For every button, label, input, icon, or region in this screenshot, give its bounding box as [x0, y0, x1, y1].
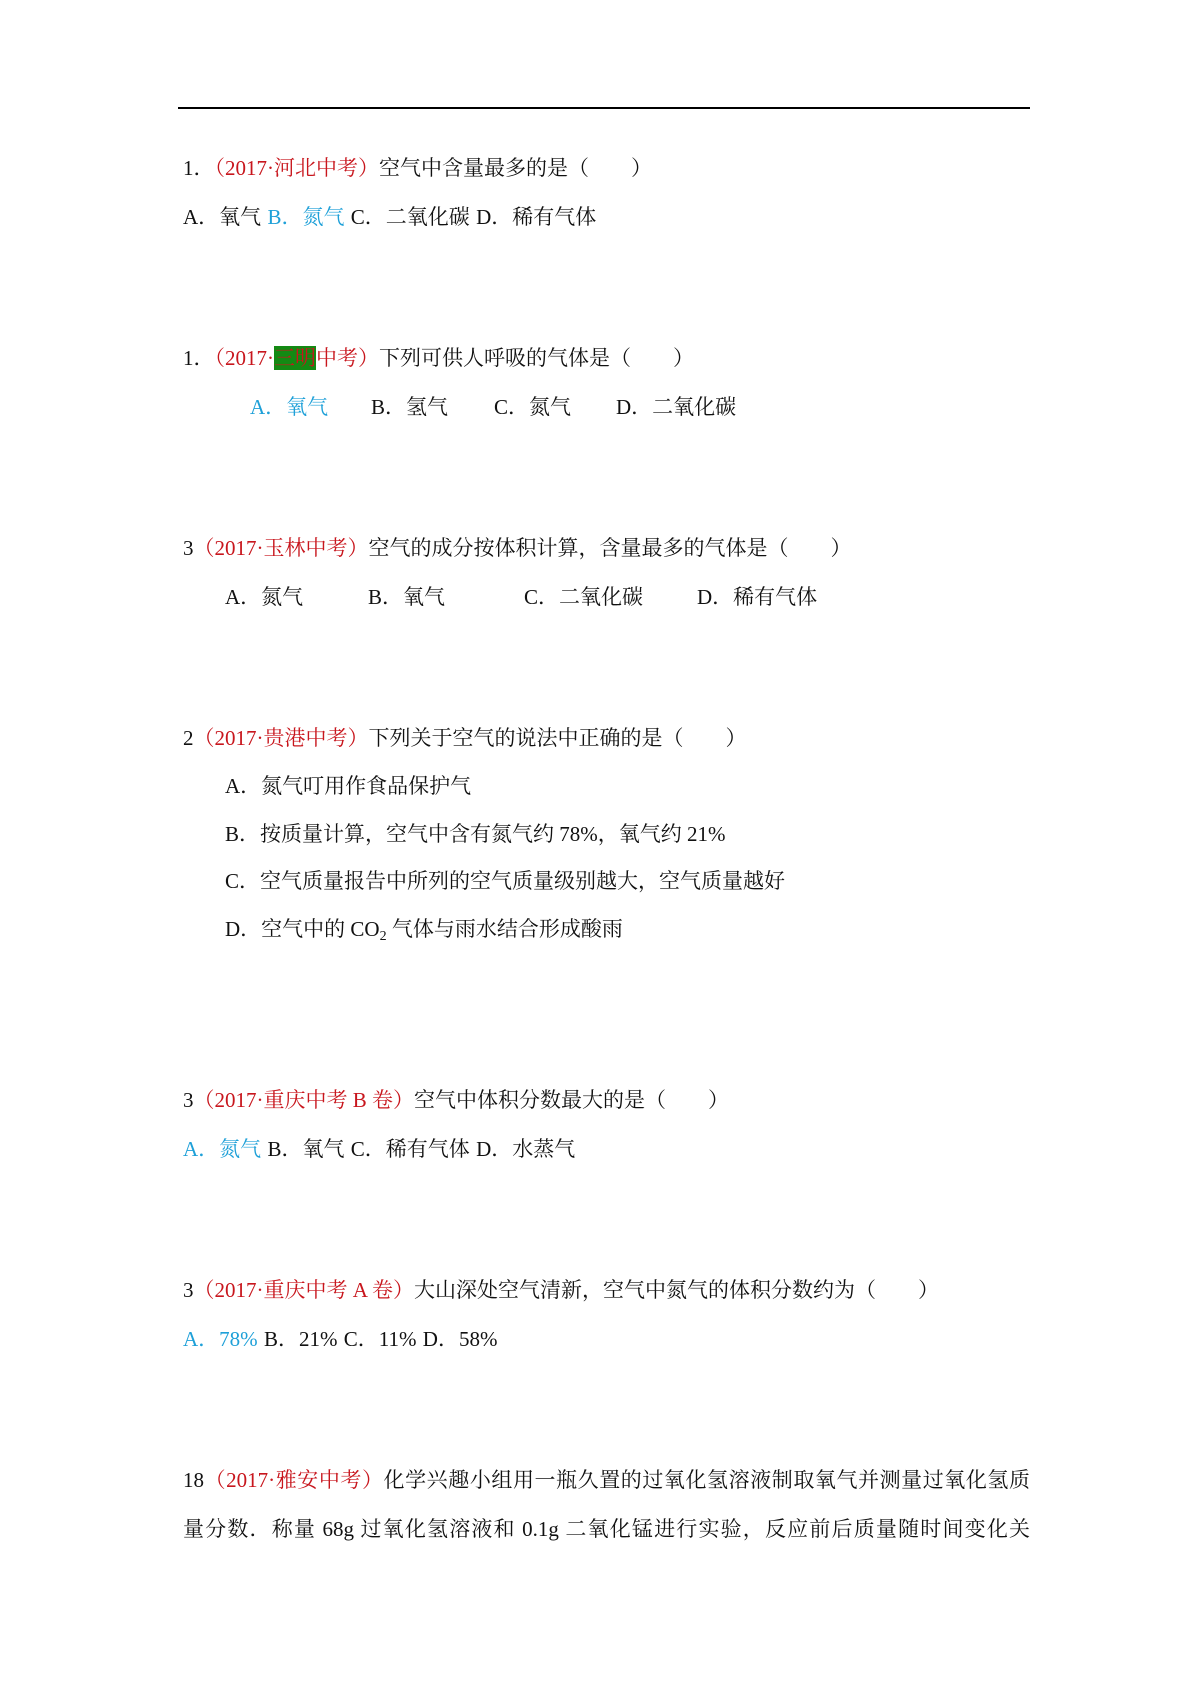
option-d: D．稀有气体 [476, 205, 597, 229]
question-4-option-d [225, 914, 623, 944]
option-a-answer: A．氮气 [183, 1137, 262, 1161]
option-c: C．11% [343, 1327, 417, 1351]
option-d: D．水蒸气 [476, 1137, 576, 1161]
question-source [215, 346, 380, 370]
question-source: （2017·重庆中考 B 卷） [193, 1088, 414, 1112]
option-a-answer: A．78% [183, 1327, 258, 1351]
question-source: （2017·贵港中考） [193, 726, 369, 750]
question-text: 空气中含量最多的是（ ） [379, 156, 652, 180]
question-4-option-c: C．空气质量报告中所列的空气质量级别越大，空气质量越好 [225, 869, 786, 893]
question-7-stem-line-1 [183, 1465, 1030, 1495]
question-2-stem [183, 343, 694, 373]
option-b: B．氢气 [371, 395, 449, 419]
question-4-option-b: B．按质量计算，空气中含有氮气约 78%，氧气约 21% [225, 822, 726, 846]
option-b-answer: B．氮气 [267, 205, 345, 229]
question-text: 大山深处空气清新，空气中氮气的体积分数约为（ ） [414, 1278, 939, 1302]
question-4-option-a: A．氮气叮用作食品保护气 [225, 774, 472, 798]
option-d: D．58% [422, 1327, 498, 1351]
question-number: 3 [183, 536, 194, 560]
question-6-options [183, 1324, 504, 1354]
question-5-stem [183, 1085, 729, 1115]
question-number: 18 [183, 1468, 204, 1492]
option-a: A．氮气 [225, 585, 304, 609]
question-text: 下列可供人呼吸的气体是（ ） [379, 346, 694, 370]
option-d: D．稀有气体 [697, 585, 818, 609]
question-number: 1． [183, 346, 215, 370]
option-a-answer: A．氧气 [250, 395, 329, 419]
source-highlight: 三明 [274, 346, 316, 370]
question-5-options [183, 1134, 582, 1164]
option-c: C．二氧化碳 [350, 205, 470, 229]
source-suffix: 中考） [316, 346, 379, 370]
question-source: （2017·雅安中考） [204, 1468, 384, 1492]
option-c: C．二氧化碳 [524, 585, 644, 609]
option-b: B．氧气 [267, 1137, 345, 1161]
question-1-options [183, 202, 603, 232]
option-d-text-before: D．空气中的 CO [225, 917, 380, 941]
question-source: （2017·河北中考） [214, 156, 379, 180]
question-4-stem [183, 723, 747, 753]
question-3-options [0, 582, 1200, 612]
option-a: A．氧气 [183, 205, 262, 229]
option-b: B．氧气 [368, 585, 446, 609]
question-source: （2017·玉林中考） [193, 536, 369, 560]
question-text: 空气中体积分数最大的是（ ） [414, 1088, 729, 1112]
option-d: D．二氧化碳 [616, 395, 737, 419]
question-number: 1． [183, 156, 215, 180]
question-6-stem [183, 1275, 939, 1305]
header-rule [178, 107, 1030, 109]
question-number: 2 [183, 726, 194, 750]
option-c: C．稀有气体 [350, 1137, 470, 1161]
option-c: C．氮气 [494, 395, 572, 419]
option-d-text-after: 气体与雨水结合形成酸雨 [386, 917, 623, 941]
option-b: B．21% [263, 1327, 338, 1351]
source-prefix: （2017· [214, 346, 274, 370]
question-text: 下列关于空气的说法中正确的是（ ） [368, 726, 747, 750]
question-3-stem [183, 533, 852, 563]
question-2-options [0, 392, 1200, 422]
question-source: （2017·重庆中考 A 卷） [193, 1278, 414, 1302]
question-text: 空气的成分按体积计算，含量最多的气体是（ ） [368, 536, 852, 560]
question-number: 3 [183, 1088, 194, 1112]
question-1-stem [183, 153, 652, 183]
co2-subscript: 2 [379, 929, 387, 944]
question-number: 3 [183, 1278, 194, 1302]
question-text: 化学兴趣小组用一瓶久置的过氧化氢溶液制取氧气并测量过氧化氢质 [383, 1468, 1030, 1492]
question-7-stem-line-2: 量分数．称量 68g 过氧化氢溶液和 0.1g 二氧化锰进行实验，反应前后质量随时间变化关 [183, 1517, 1030, 1541]
